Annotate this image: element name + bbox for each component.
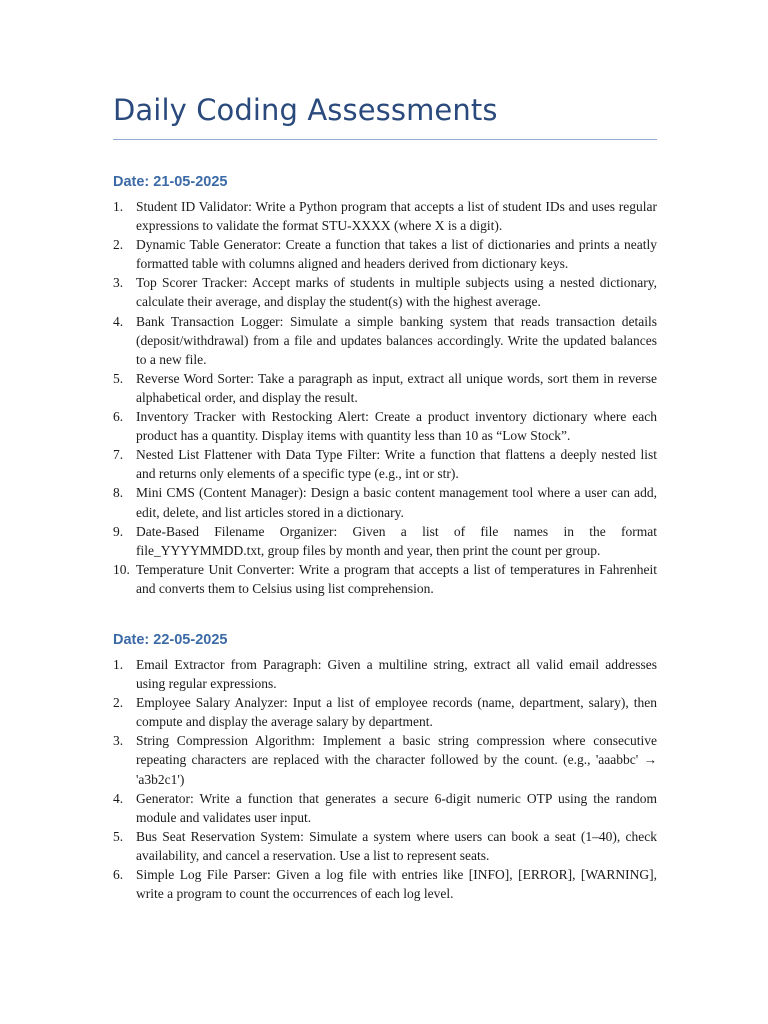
task-item <box>113 483 657 521</box>
task-number: 10. <box>113 561 130 577</box>
task-number: 4. <box>113 790 124 806</box>
task-number: 5. <box>113 828 124 844</box>
task-text: Bus Seat Reservation System: Simulate a system where users can book a seat (1–40), check availability, and cancel a reservation. Use a list to represent seats. <box>136 828 657 863</box>
task-list <box>113 655 657 903</box>
section-date-heading: Date: 22-05-2025 <box>113 632 228 648</box>
task-number: 9. <box>113 523 124 539</box>
task-text: Simple Log File Parser: Given a log file with entries like [INFO], [ERROR], [WARNING], write a program to count the occurrences of each log level. <box>136 867 657 902</box>
task-number: 1. <box>113 199 124 214</box>
task-number: 6. <box>113 409 124 425</box>
task-text: Date-Based Filename Organizer: Given a list of file names in the format file_YYYYMMDD.txt, group files by month and year, then print the count per group. <box>136 523 657 558</box>
task-item <box>113 827 657 865</box>
task-text: Reverse Word Sorter: Take a paragraph as input, extract all unique words, sort them in reverse alphabetical order, and display the result. <box>136 370 657 405</box>
task-number: 8. <box>113 485 124 501</box>
task-number: 2. <box>113 695 124 711</box>
task-number: 4. <box>113 313 124 329</box>
task-item <box>113 560 657 598</box>
task-item <box>113 235 657 273</box>
task-list <box>113 197 657 598</box>
section-date-heading: Date: 21-05-2025 <box>113 174 228 190</box>
task-number: 5. <box>113 370 124 386</box>
task-text: Mini CMS (Content Manager): Design a basic content management tool where a user can add, edit, delete, and list articles stored in a dictionary. <box>136 485 657 520</box>
section-22-05-2025 <box>113 632 657 903</box>
task-text: Employee Salary Analyzer: Input a list of employee records (name, department, salary), then compute and display the average salary by department. <box>136 695 657 730</box>
task-item <box>113 273 657 311</box>
task-number: 3. <box>113 733 124 749</box>
section-21-05-2025 <box>113 174 657 598</box>
task-text: Dynamic Table Generator: Create a function that takes a list of dictionaries and prints a neatly formatted table with columns aligned and headers derived from dictionary keys. <box>136 237 657 272</box>
task-item <box>113 197 657 235</box>
task-text: Temperature Unit Converter: Write a program that accepts a list of temperatures in Fahrenheit and converts them to Celsius using list comprehension. <box>136 561 657 596</box>
task-item <box>113 789 657 827</box>
task-item <box>113 369 657 407</box>
task-number: 6. <box>113 867 124 883</box>
task-text: Generator: Write a function that generates a secure 6-digit numeric OTP using the random module and validates user input. <box>136 790 657 825</box>
task-item <box>113 731 657 788</box>
task-item <box>113 407 657 445</box>
task-item <box>113 522 657 560</box>
task-text: Top Scorer Tracker: Accept marks of students in multiple subjects using a nested dictionary, calculate their average, and display the student(s) with the highest average. <box>136 275 657 310</box>
task-text: Nested List Flattener with Data Type Filter: Write a function that flattens a deeply nested list and returns only elements of a specific type (e.g., int or str). <box>136 447 657 482</box>
task-item <box>113 312 657 369</box>
task-number: 2. <box>113 237 124 253</box>
task-number: 7. <box>113 447 124 463</box>
title-divider <box>113 139 657 140</box>
task-number: 3. <box>113 275 124 291</box>
task-item <box>113 445 657 483</box>
task-text: Email Extractor from Paragraph: Given a multiline string, extract all valid email addresses using regular expressions. <box>136 657 657 692</box>
task-item <box>113 655 657 693</box>
task-number: 1. <box>113 657 124 672</box>
task-item <box>113 693 657 731</box>
task-text: String Compression Algorithm: Implement a basic string compression where consecutive repeating characters are replaced with the character followed by the count. (e.g., 'aaabbc' → 'a3b2c1') <box>136 733 657 787</box>
task-item <box>113 865 657 903</box>
task-text: Inventory Tracker with Restocking Alert: Create a product inventory dictionary where each product has a quantity. Display items with quantity less than 10 as “Low Stock”. <box>136 409 657 444</box>
task-text: Bank Transaction Logger: Simulate a simple banking system that reads transaction details (deposit/withdrawal) from a file and updates balances accordingly. Write the updated balances to a new file. <box>136 313 657 367</box>
page-title: Daily Coding Assessments <box>113 93 498 127</box>
task-text: Student ID Validator: Write a Python program that accepts a list of student IDs and uses regular expressions to validate the format STU-XXXX (where X is a digit). <box>136 199 657 234</box>
